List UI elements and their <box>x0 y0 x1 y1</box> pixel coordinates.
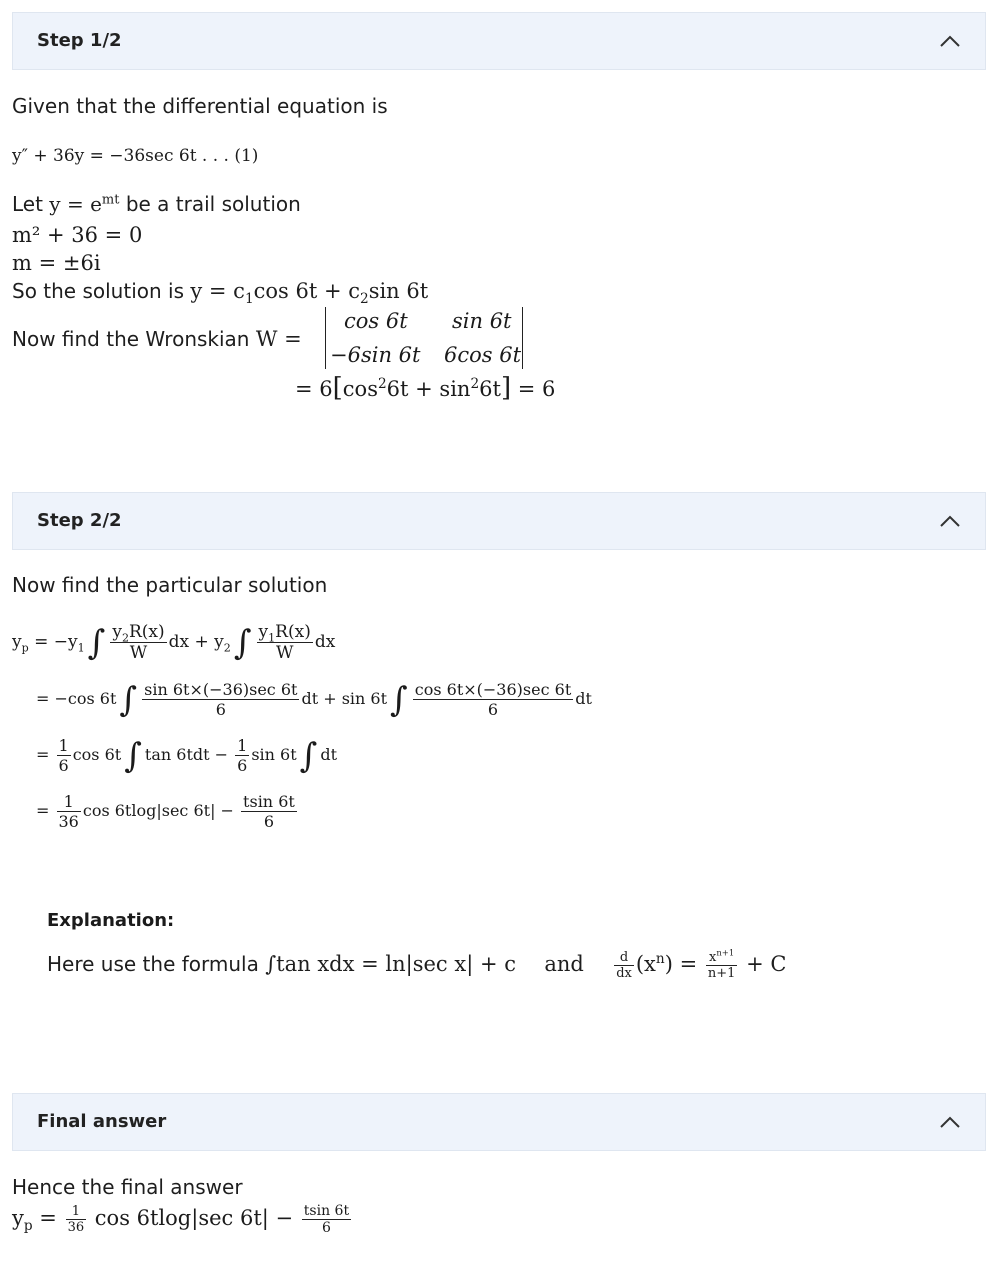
trial-expression: $y = e^{mt}$ <box>49 192 120 216</box>
step-2-header[interactable] <box>12 492 986 550</box>
general-solution: $y = c_1\cos$ $6t + c_2\sin$ 6t <box>190 279 429 308</box>
final-answer-header[interactable] <box>12 1093 986 1151</box>
chevron-up-icon[interactable] <box>939 514 961 528</box>
step-1-header[interactable] <box>12 12 986 70</box>
roots: m = ±6i <box>12 251 101 275</box>
particular-step-2: = −cos 6t∫ $\frac{\sin 6t\times(-36)\sec 6t}{6}$ dt + sin 6t∫ $\frac{\cos 6t\times(-36)\sec 6t}{6}$ dt <box>36 679 592 720</box>
ode-equation: y″ + 36y = −36sec 6t . . . (1) <box>12 146 259 166</box>
step-1-intro: Given that the differential equation is <box>12 94 388 118</box>
characteristic-equation: m² + 36 = 0 <box>12 223 143 247</box>
final-answer-title: Final answer <box>37 1111 167 1132</box>
matrix-cell-12: sin 6t <box>452 309 512 333</box>
particular-step-4: = $\frac{1}{36}$ cos 6tlog|sec 6t| − $\frac{tsin 6t}{6}$ <box>36 792 295 831</box>
explanation-prefix: Here use the formula <box>47 952 266 976</box>
matrix-cell-21: −6sin 6t <box>330 343 421 367</box>
trial-solution-line <box>12 192 301 216</box>
solution-prefix: So the solution is <box>12 279 191 303</box>
wronskian-label <box>12 327 302 351</box>
step-2-intro: Now find the particular solution <box>12 573 328 597</box>
explanation-text <box>47 947 787 981</box>
and-word: and <box>544 952 584 976</box>
general-solution-line <box>12 279 429 308</box>
chevron-up-icon[interactable] <box>939 1115 961 1129</box>
final-answer-expression: $y_p$ = $\frac{1}{36}$ cos 6tlog|sec 6t| − $\frac{tsin 6t}{6}$ <box>12 1203 350 1236</box>
step-1-title: Step 1/2 <box>37 30 122 51</box>
matrix-cell-22: 6cos 6t <box>444 343 522 367</box>
wronskian-prefix: Now find the Wronskian <box>12 327 256 351</box>
step-2-title: Step 2/2 <box>37 510 122 531</box>
final-intro: Hence the final answer <box>12 1175 243 1199</box>
wronskian-matrix <box>325 307 523 369</box>
chevron-up-icon[interactable] <box>939 34 961 48</box>
particular-step-3: = $\frac{1}{6}$ cos 6t∫ tan 6tdt − $\frac{1}{6}$ sin 6t∫ dt <box>36 735 338 776</box>
wronskian-value: = $6[\cos^26t + \sin^26t] = 6$ <box>295 373 556 403</box>
particular-formula: $y_p = -y_1\int$ $\frac{y_2R(x)}{W}$ dx + $y_2\int$ $\frac{y_1R(x)}{W}$ dx <box>12 622 336 663</box>
wronskian-w-eq: W = <box>255 327 302 351</box>
explanation-title: Explanation: <box>47 910 175 931</box>
power-rule-formula: $\frac{d}{dx}$ $(x^n)$ = $\frac{x^{n+1}}{n+1}$ + C <box>616 947 787 981</box>
matrix-cell-11: cos 6t <box>344 309 408 333</box>
tan-integral-formula: ∫tan xdx = ln|sec x| + c <box>265 952 516 976</box>
trial-prefix: Let <box>12 192 50 216</box>
trial-suffix: be a trail solution <box>119 192 301 216</box>
